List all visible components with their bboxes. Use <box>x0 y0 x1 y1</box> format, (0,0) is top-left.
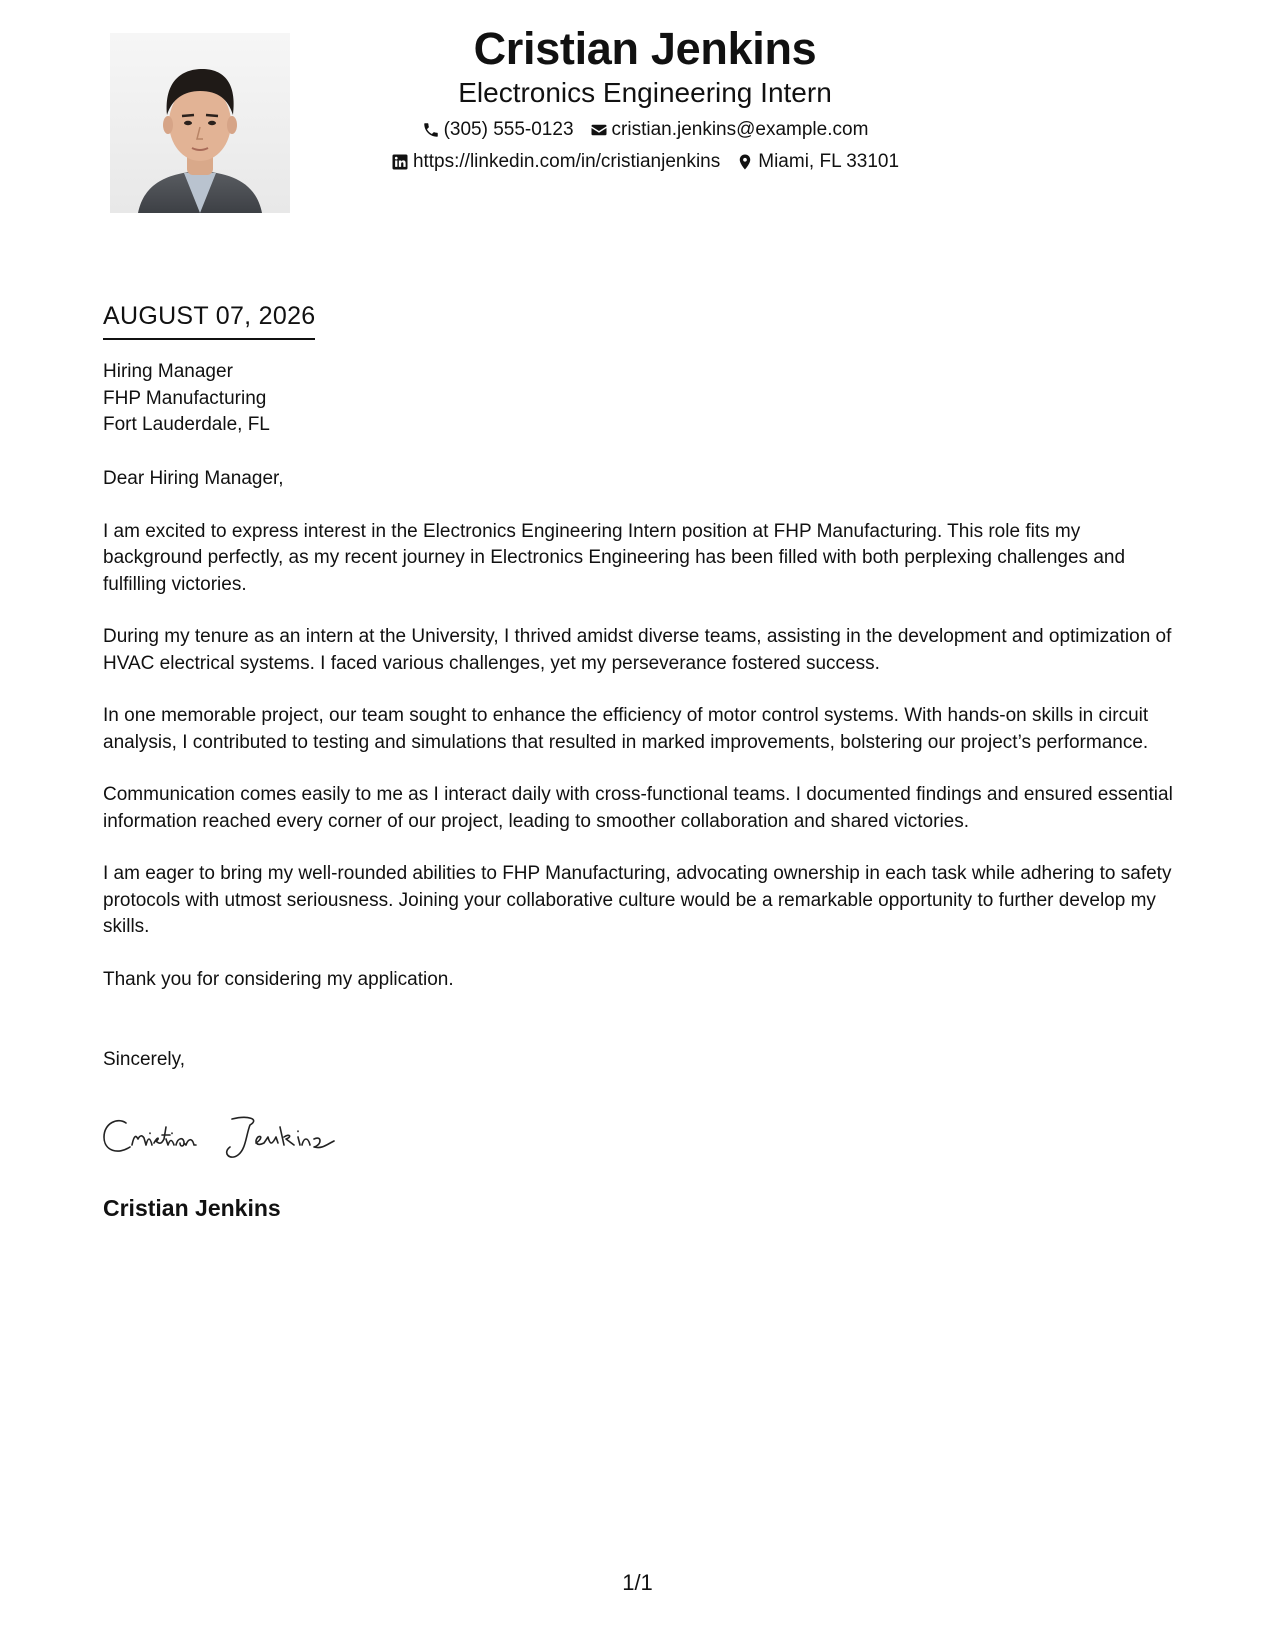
linkedin-icon <box>391 153 409 171</box>
contact-phone <box>422 114 574 146</box>
phone-number: (305) 555-0123 <box>443 119 574 140</box>
portrait-image <box>110 33 290 213</box>
map-pin-icon <box>736 153 754 171</box>
recipient-line: Hiring Manager <box>103 361 233 382</box>
body-paragraph: I am excited to express interest in the Electronics Engineering Intern position at FHP Manufacturing. This role fits my background perfectly, as my recent journey in Electronics Engineering has been filled with both perplexing challenges and fulfilling victories. <box>103 520 1126 595</box>
body-paragraph: In one memorable project, our team sought to enhance the efficiency of motor control systems. With hands-on skills in circuit analysis, I contributed to testing and simulations that resulted in marked improvements, bolstering our project’s performance. <box>103 705 1149 753</box>
linkedin-url: https://linkedin.com/in/cristianjenkins <box>412 151 721 172</box>
letter-body <box>103 466 1183 1019</box>
signature-drawing <box>100 1105 380 1165</box>
candidate-name: Cristian Jenkins <box>473 23 817 74</box>
location: Miami, FL 33101 <box>758 151 900 172</box>
envelope-icon <box>590 121 608 139</box>
contact-row-1 <box>300 114 990 146</box>
profile-photo <box>110 33 290 213</box>
contact-location <box>736 146 899 178</box>
letter-date: AUGUST 07, 2026 <box>103 300 315 340</box>
recipient-line: FHP Manufacturing <box>103 387 267 409</box>
page-number: 1/1 <box>622 1570 653 1595</box>
phone-icon <box>422 121 440 139</box>
closing: Sincerely, <box>103 1049 186 1070</box>
email-address: cristian.jenkins@example.com <box>611 119 869 140</box>
recipient-block <box>103 359 270 439</box>
contact-linkedin <box>391 146 720 178</box>
letter-header <box>300 22 990 178</box>
body-paragraph: I am eager to bring my well-rounded abilities to FHP Manufacturing, advocating ownership in each task while adhering to safety protocols with utmost seriousness. Joining your collaborative culture would be a remarkable opportunity to further develop my skills. <box>103 863 1172 937</box>
salutation: Dear Hiring Manager, <box>103 468 284 489</box>
recipient-line: Fort Lauderdale, FL <box>103 414 270 435</box>
body-paragraph: Communication comes easily to me as I interact daily with cross-functional teams. I documented findings and ensured essential information reached every corner of our project, leading to smoother collaboration and shared victories. <box>103 784 1173 832</box>
contact-row-2 <box>300 146 990 178</box>
handwritten-signature <box>100 1105 380 1165</box>
body-paragraph: Thank you for considering my application. <box>103 968 454 990</box>
contact-email <box>590 114 869 146</box>
signer-name: Cristian Jenkins <box>103 1195 281 1221</box>
candidate-title: Electronics Engineering Intern <box>458 77 832 108</box>
body-paragraph: During my tenure as an intern at the University, I thrived amidst diverse teams, assisting in the development and optimization of HVAC electrical systems. I faced various challenges, yet my perseverance fostered success. <box>103 626 1172 674</box>
